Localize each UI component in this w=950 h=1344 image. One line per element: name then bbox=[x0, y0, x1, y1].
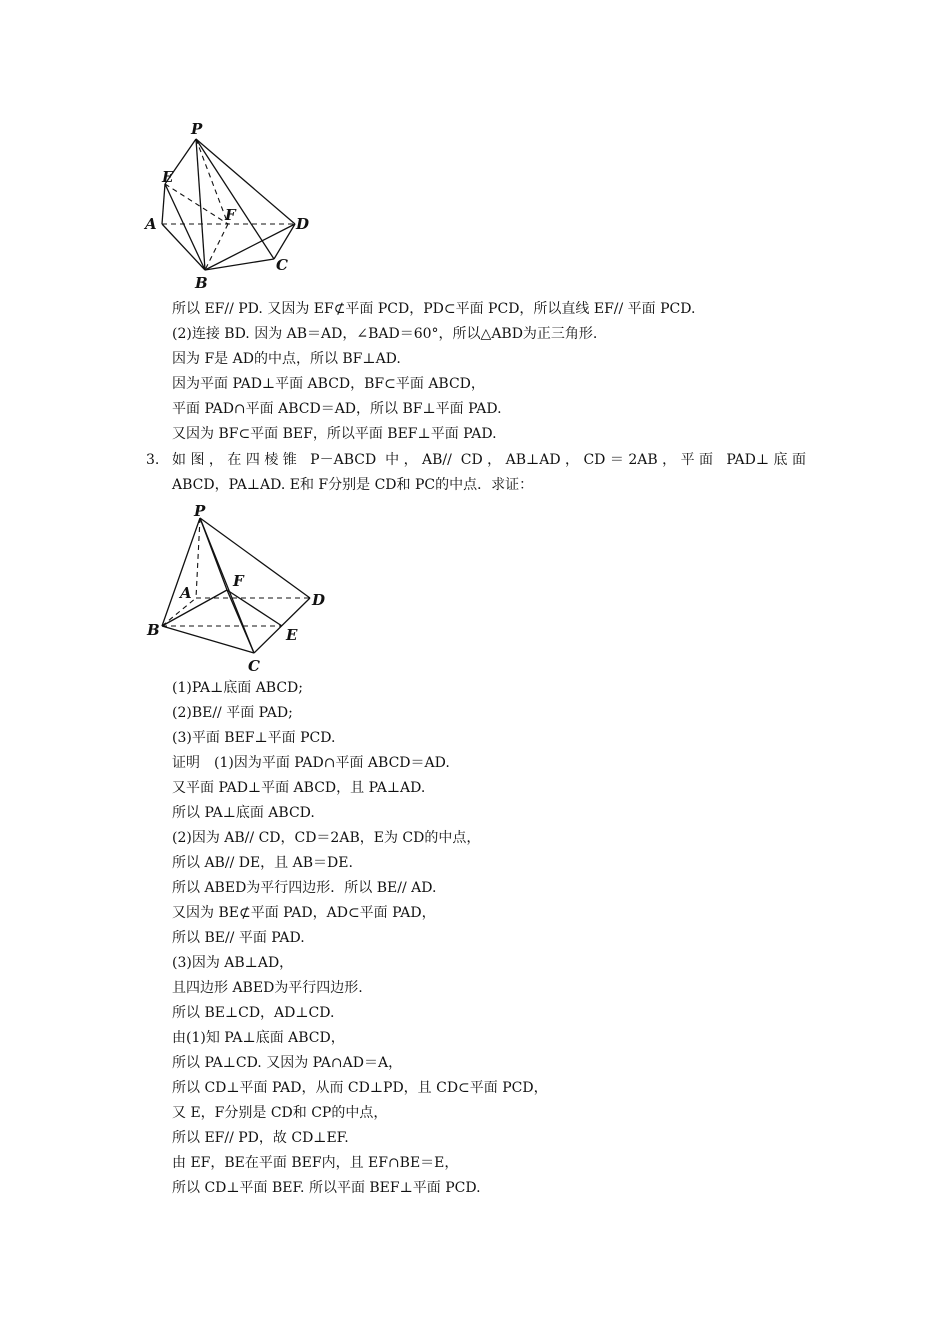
text-line: 且四边形 ABED为平行四边形. bbox=[172, 980, 363, 996]
text-line: (1)PA⊥底面 ABCD; bbox=[172, 680, 304, 696]
fig2-label-b: B bbox=[147, 621, 160, 639]
text-line: 由(1)知 PA⊥底面 ABCD， bbox=[172, 1030, 345, 1046]
text-line: 所以 PA⊥底面 ABCD. bbox=[172, 805, 315, 821]
text-line: 又 E，F分别是 CD和 CP的中点， bbox=[172, 1105, 388, 1121]
text-line: 所以 CD⊥平面 BEF. 所以平面 BEF⊥平面 PCD. bbox=[172, 1180, 481, 1196]
pyramid-figure-1 bbox=[140, 118, 330, 294]
pyramid-figure-2 bbox=[140, 500, 340, 676]
text-line: (3)平面 BEF⊥平面 PCD. bbox=[172, 730, 336, 746]
text-line: (3)因为 AB⊥AD， bbox=[172, 955, 294, 971]
fig1-label-e: E bbox=[162, 168, 174, 186]
text-line: 所以 BE⊥CD，AD⊥CD. bbox=[172, 1005, 335, 1021]
fig1-label-d: D bbox=[296, 215, 310, 233]
text-line: 因为 F是 AD的中点，所以 BF⊥AD. bbox=[172, 351, 401, 367]
fig2-label-f: F bbox=[233, 572, 244, 590]
text-line: (2)因为 AB// CD，CD＝2AB，E为 CD的中点， bbox=[172, 830, 481, 846]
text-line: 又因为 BF⊂平面 BEF，所以平面 BEF⊥平面 PAD. bbox=[172, 426, 497, 442]
text-line: 所以 AB// DE，且 AB＝DE. bbox=[172, 855, 353, 871]
text-line: 所以 BE// 平面 PAD. bbox=[172, 930, 305, 946]
fig2-label-c: C bbox=[248, 657, 260, 675]
fig2-label-d: D bbox=[312, 591, 326, 609]
fig2-label-a: A bbox=[180, 584, 192, 602]
text-line: 证明 (1)因为平面 PAD∩平面 ABCD＝AD. bbox=[172, 755, 450, 771]
text-line: 由 EF，BE在平面 BEF内，且 EF∩BE＝E， bbox=[172, 1155, 459, 1171]
fig2-label-p: P bbox=[194, 502, 206, 520]
text-line: 又平面 PAD⊥平面 ABCD，且 PA⊥AD. bbox=[172, 780, 426, 796]
text-line: 所以 EF// PD，故 CD⊥EF. bbox=[172, 1130, 349, 1146]
fig1-label-f: F bbox=[225, 206, 236, 224]
text-line: (2)连接 BD. 因为 AB＝AD，∠BAD＝60°，所以△ABD为正三角形. bbox=[172, 326, 598, 342]
fig1-label-a: A bbox=[145, 215, 157, 233]
text-line: 所以 PA⊥CD. 又因为 PA∩AD＝A， bbox=[172, 1055, 403, 1071]
text-line: (2)BE// 平面 PAD; bbox=[172, 705, 293, 721]
text-line: 所以 EF// PD. 又因为 EF⊄平面 PCD，PD⊂平面 PCD，所以直线 EF// 平面 PCD. bbox=[172, 301, 696, 317]
text-line: 因为平面 PAD⊥平面 ABCD，BF⊂平面 ABCD， bbox=[172, 376, 485, 392]
question-number: 3. bbox=[146, 452, 160, 468]
fig1-label-c: C bbox=[276, 256, 288, 274]
fig1-label-b: B bbox=[195, 274, 208, 292]
fig2-label-e: E bbox=[286, 626, 298, 644]
question-text-line: ABCD，PA⊥AD. E和 F分别是 CD和 PC的中点．求证： bbox=[172, 477, 534, 493]
text-line: 平面 PAD∩平面 ABCD＝AD，所以 BF⊥平面 PAD. bbox=[172, 401, 502, 417]
text-line: 又因为 BE⊄平面 PAD，AD⊂平面 PAD， bbox=[172, 905, 436, 921]
text-line: 所以 CD⊥平面 PAD，从而 CD⊥PD，且 CD⊂平面 PCD， bbox=[172, 1080, 548, 1096]
question-text-line: 如图，在四棱锥 P－ABCD 中，AB// CD，AB⊥AD，CD＝2AB，平面 PAD⊥底面 bbox=[172, 452, 806, 468]
text-line: 所以 ABED为平行四边形．所以 BE// AD. bbox=[172, 880, 437, 896]
fig1-label-p: P bbox=[191, 120, 203, 138]
